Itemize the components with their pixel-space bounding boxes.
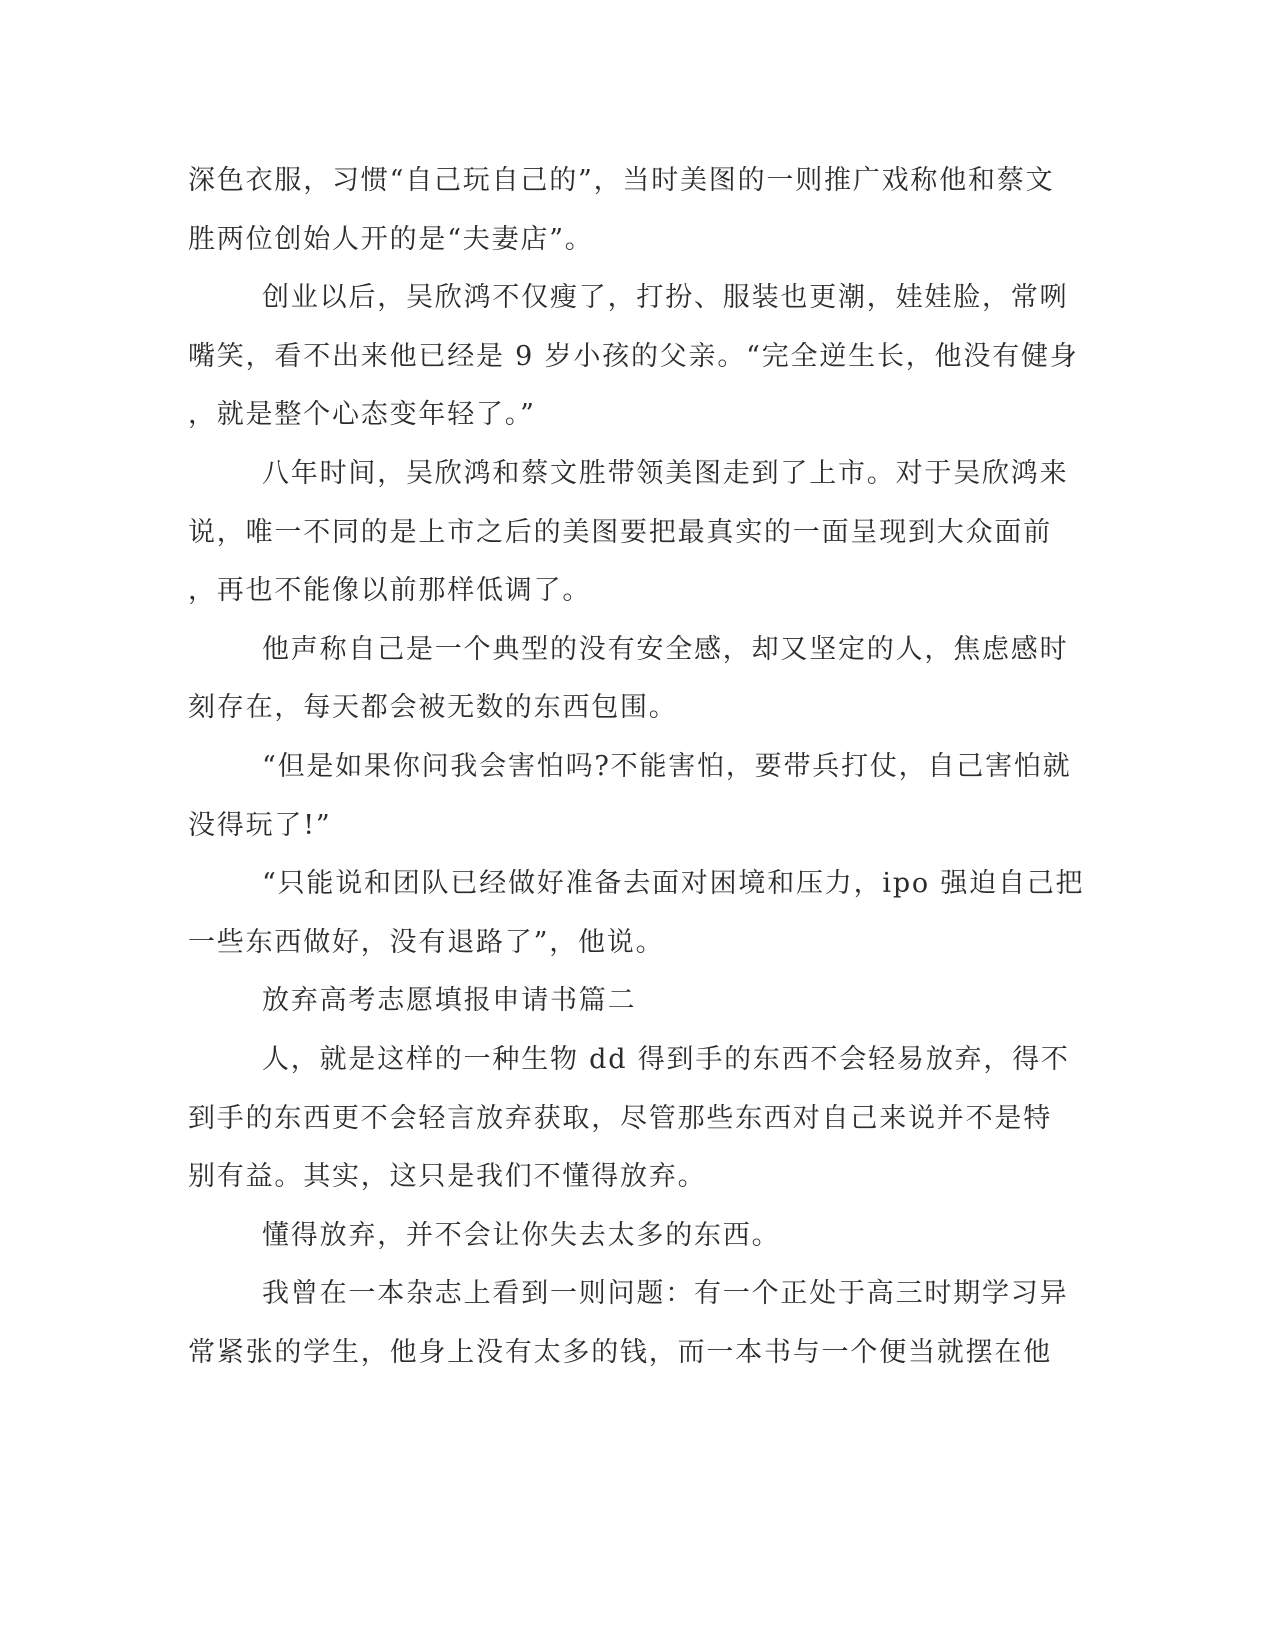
text-line: 说，唯一不同的是上市之后的美图要把最真实的一面呈现到大众面前 — [188, 517, 1052, 548]
text-line: “但是如果你问我会害怕吗?不能害怕，要带兵打仗，自己害怕就 — [262, 751, 1072, 782]
text-line: 懂得放弃，并不会让你失去太多的东西。 — [262, 1220, 781, 1251]
text-line: 深色衣服，习惯“自己玩自己的”，当时美图的一则推广戏称他和蔡文 — [188, 165, 1055, 196]
text-line: 没得玩了!” — [188, 810, 332, 841]
text-line: 他声称自己是一个典型的没有安全感，却又坚定的人，焦虑感时 — [262, 634, 1069, 665]
text-line: “只能说和团队已经做好准备去面对困境和压力，ipo 强迫自己把 — [262, 868, 1085, 899]
text-line: 人，就是这样的一种生物 dd 得到手的东西不会轻易放弃，得不 — [262, 1044, 1070, 1075]
text-line: 刻存在，每天都会被无数的东西包围。 — [188, 692, 678, 723]
text-line: 一些东西做好，没有退路了”，他说。 — [188, 927, 665, 958]
text-line: 创业以后，吴欣鸿不仅瘦了，打扮、服装也更潮，娃娃脸，常咧 — [262, 282, 1069, 313]
text-line: 到手的东西更不会轻言放弃获取，尽管那些东西对自己来说并不是特 — [188, 1103, 1052, 1134]
text-line: ，再也不能像以前那样低调了。 — [188, 575, 592, 606]
text-line: 胜两位创始人开的是“夫妻店”。 — [188, 224, 594, 255]
text-line: 我曾在一本杂志上看到一则问题：有一个正处于高三时期学习异 — [262, 1278, 1069, 1309]
text-line: 嘴笑，看不出来他已经是 9 岁小孩的父亲。“完全逆生长，他没有健身 — [188, 341, 1079, 372]
text-line: ，就是整个心态变年轻了。” — [188, 399, 536, 430]
section-heading: 放弃高考志愿填报申请书篇二 — [262, 985, 637, 1016]
text-line: 别有益。其实，这只是我们不懂得放弃。 — [188, 1161, 707, 1192]
text-line: 常紧张的学生，他身上没有太多的钱，而一本书与一个便当就摆在他 — [188, 1337, 1052, 1368]
text-line: 八年时间，吴欣鸿和蔡文胜带领美图走到了上市。对于吴欣鸿来 — [262, 458, 1069, 489]
